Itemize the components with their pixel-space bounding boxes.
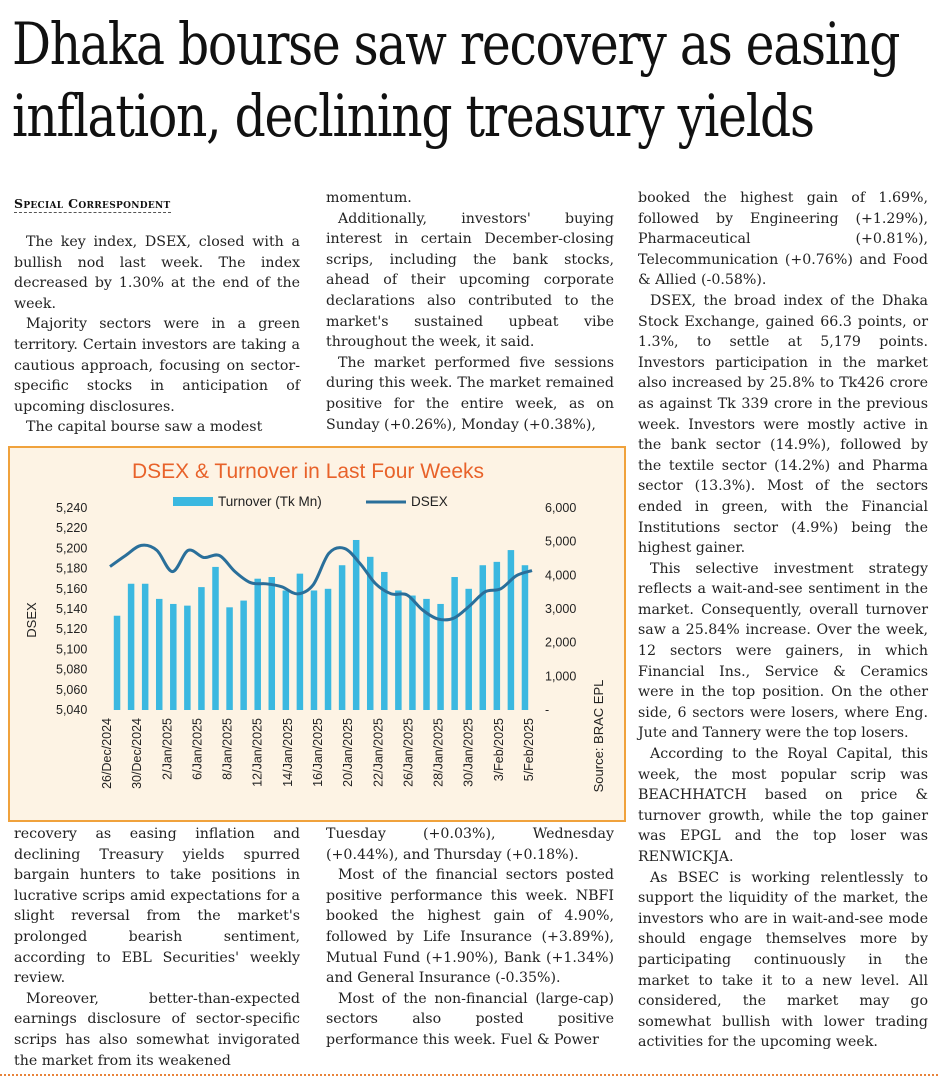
left-axis-tick: 5,180 [56, 561, 88, 576]
headline-line-1: Dhaka bourse saw recovery as easing [12, 10, 900, 78]
chart-title: DSEX & Turnover in Last Four Weeks [131, 460, 485, 483]
turnover-bar [494, 562, 501, 710]
paragraph: Tuesday (+0.03%), Wednesday (+0.44%), and Thursday (+0.18%). [326, 826, 614, 863]
x-axis-tick: 26/Jan/2025 [401, 718, 416, 787]
x-axis-tick: 22/Jan/2025 [371, 718, 386, 787]
left-axis-tick: 5,240 [56, 501, 88, 515]
paragraph: Moreover, better-than-expected earnings disclosure of sector-specific scrips has also somewhat invigorated the market from its weakened [14, 990, 300, 1069]
turnover-bar [311, 590, 318, 710]
left-axis-tick: 5,080 [56, 662, 88, 677]
turnover-bar [283, 590, 290, 710]
legend-turnover-swatch [173, 497, 213, 506]
right-axis-tick: 6,000 [545, 501, 577, 515]
x-axis-tick: 8/Jan/2025 [220, 718, 235, 780]
right-axis-tick: - [545, 703, 550, 717]
paragraph: Majority sectors were in a green territory. Certain investors are taking a cautious approach, focusing on sector-specific stocks in anticipation of upcoming disclosures. [14, 316, 300, 415]
paragraph: recovery as easing inflation and declining Treasury yields spurred bargain hunters to take positions in lucrative scrips amid expectations for a slight reversal from the market's prolonged bearish sentiment, according to EBL Securities' weekly review. [14, 826, 300, 987]
paragraph: According to the Royal Capital, this week, the most popular scrip was BEACHHATCH based on price & turnover growth, while the top gainer was EPGL and the top loser was RENWICKJA. [638, 746, 928, 865]
headline-line-2: inflation, declining treasury yields [12, 82, 814, 150]
paragraph: Most of the financial sectors posted positive performance this week. NBFI booked the highest gain of 4.90%, followed by Life Insurance (+3.89%), Mutual Fund (+1.90%), Bank (+1.34%) and General Insurance (-0.35%). [326, 867, 614, 987]
turnover-bar [451, 577, 458, 710]
paragraph: The key index, DSEX, closed with a bullish nod last week. The index decreased by 1.30% at the end of the week. [14, 234, 300, 312]
column-1-bottom [14, 824, 300, 1071]
turnover-bar [395, 590, 402, 710]
left-axis-tick: 5,200 [56, 541, 88, 556]
turnover-bar [353, 540, 360, 710]
paragraph: momentum. [326, 190, 412, 206]
paragraph: booked the highest gain of 1.69%, followed by Engineering (+1.29%), Pharmaceutical (+0.81%), Telecommunication (+0.76%) and Food & Allied (-0.58%). [638, 190, 928, 289]
left-axis-tick: 5,060 [56, 682, 88, 697]
x-axis-tick: 6/Jan/2025 [190, 718, 205, 780]
paragraph: DSEX, the broad index of the Dhaka Stock Exchange, gained 66.3 points, or 1.3%, to settle at 5,179 points. Investors participation in the market also increased by 25.8% to Tk426 crore as against Tk 339 crore in the previous week. Investors were mostly active in the bank sector (14.9%), followed by the textile sector (14.2%) and Pharma sector (13.3%). Most of the sectors ended in green, with the Financial Institutions sector (4.9%) being the highest gainer. [638, 292, 928, 557]
x-axis-tick: 14/Jan/2025 [280, 718, 295, 787]
column-1-top [14, 232, 300, 438]
right-axis-tick: 3,000 [545, 602, 577, 616]
legend-dsex-label: DSEX [411, 494, 448, 509]
right-axis-tick: 4,000 [545, 568, 577, 583]
right-axis-tick: 2,000 [545, 635, 577, 650]
bottom-dotted-rule [0, 1074, 938, 1076]
x-axis-tick: 30/Jan/2025 [461, 718, 476, 787]
column-2-top [326, 188, 614, 435]
turnover-bar [128, 584, 135, 710]
x-axis-tick: 5/Feb/2025 [522, 718, 536, 782]
x-axis-tick: 3/Feb/2025 [491, 718, 506, 782]
byline: Special Correspondent [14, 196, 171, 211]
x-axis-tick: 30/Dec/2024 [130, 718, 145, 789]
chart-legend [173, 494, 448, 509]
turnover-bar [156, 599, 163, 710]
turnover-bar [170, 604, 177, 710]
turnover-bar [269, 577, 276, 710]
chart-box [8, 446, 626, 822]
headline [12, 8, 900, 152]
x-axis-tick: 2/Jan/2025 [160, 718, 175, 780]
x-axis-tick: 26/Dec/2024 [100, 718, 114, 789]
dsex-turnover-chart [10, 448, 624, 820]
paragraph: Additionally, investors' buying interest in certain December-closing scrips, including the bank stocks, ahead of their upcoming corporate declarations also contributed to the market's sustained upbeat vibe throughout the week, it said. [326, 210, 614, 351]
left-axis-tick: 5,040 [56, 703, 88, 717]
turnover-bar [254, 579, 261, 710]
right-axis-tick: 5,000 [545, 534, 577, 549]
left-axis-tick: 5,120 [56, 622, 88, 637]
turnover-bar [508, 550, 515, 710]
x-axis-tick: 28/Jan/2025 [431, 718, 446, 787]
turnover-bar [240, 601, 247, 710]
turnover-bar [226, 607, 233, 710]
turnover-bar [325, 589, 332, 710]
left-axis-tick: 5,160 [56, 581, 88, 596]
source-label: Source: BRAC EPL [591, 679, 606, 793]
turnover-bar [480, 565, 487, 710]
turnover-bar [184, 606, 191, 710]
turnover-bar [212, 567, 219, 710]
left-axis-tick: 5,100 [56, 642, 88, 657]
left-axis-tick: 5,140 [56, 602, 88, 616]
x-axis-tick: 16/Jan/2025 [311, 718, 325, 787]
legend-turnover-label: Turnover (Tk Mn) [218, 494, 322, 509]
x-axis-tick: 12/Jan/2025 [250, 718, 265, 787]
column-3 [638, 188, 928, 1053]
paragraph: As BSEC is working relentlessly to support the liquidity of the market, the investors who are in wait-and-see mode should engage themselves more by participating continuously in the market to take it to a new level. All considered, the market may go somewhat bullish with lower trading activities for the upcoming week. [638, 869, 928, 1051]
column-2-bottom [326, 824, 614, 1051]
turnover-bar [114, 616, 121, 710]
paragraph: The capital bourse saw a modest [26, 419, 263, 436]
paragraph: Most of the non-financial (large-cap) sectors also posted positive performance this week. Fuel & Power [326, 990, 614, 1048]
turnover-bar [198, 587, 205, 710]
turnover-bar [339, 565, 346, 710]
turnover-bar [409, 596, 416, 710]
paragraph: The market performed five sessions during this week. The market remained positive for the entire week, as on Sunday (+0.26%), Monday (+0.38%), [326, 354, 614, 433]
right-axis-tick: 1,000 [545, 669, 577, 684]
paragraph: This selective investment strategy reflects a wait-and-see sentiment in the market. Consequently, overall turnover saw a 25.84% increase. Over the week, 12 sectors were gainers, in which Financial Ins., Service & Ceramics were in the top position. On the other side, 6 sectors were losers, where Eng. Jute and Tannery were the top losers. [638, 560, 928, 742]
left-axis-title: DSEX [24, 602, 39, 638]
turnover-bar [522, 565, 529, 710]
turnover-bar [142, 584, 149, 710]
left-axis-tick: 5,220 [56, 521, 88, 536]
x-axis-tick: 20/Jan/2025 [341, 718, 356, 787]
